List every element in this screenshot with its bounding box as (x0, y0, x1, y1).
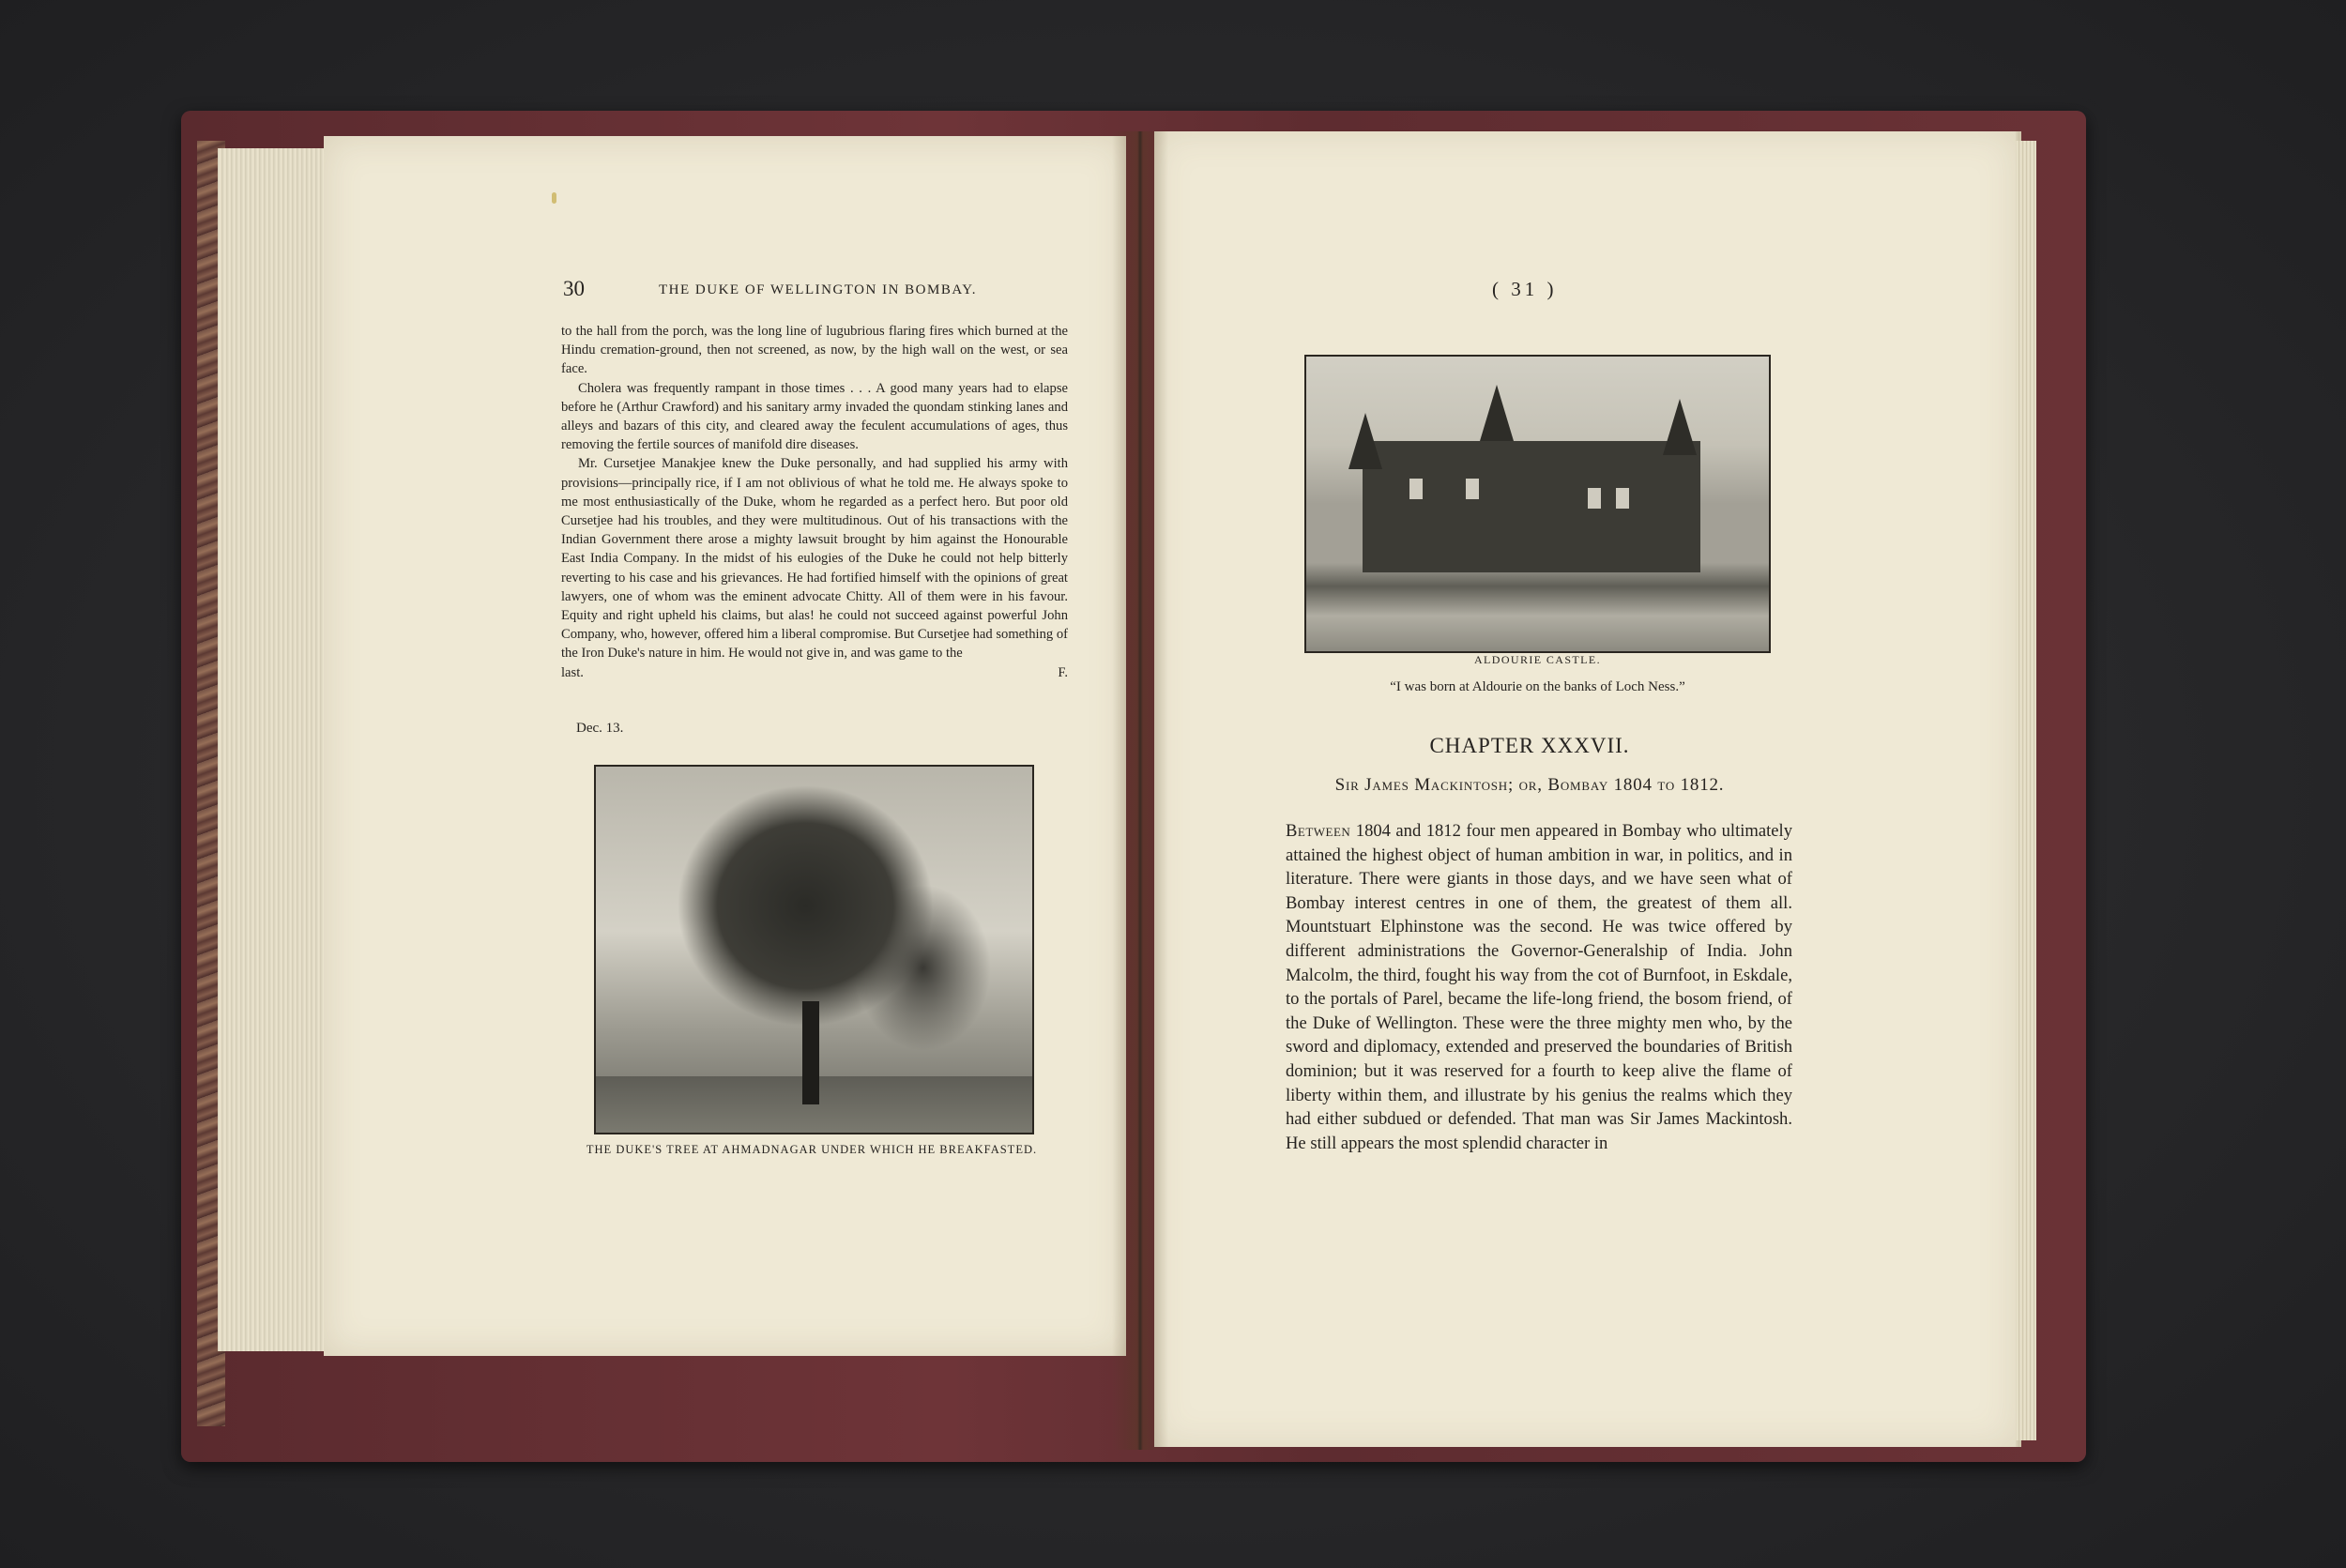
tree-photograph (594, 765, 1034, 1134)
paper-stain (552, 192, 556, 204)
left-running-head: THE DUKE OF WELLINGTON IN BOMBAY. (659, 282, 977, 297)
right-body: 1804 and 1812 four men appeared in Bombay who ultimately attained the highest object of human ambition in war, in politics, and in literature. There were giants in those days, and we have seen what of Bombay interest centres in one of them, the greatest of them all. Mountstuart Elphinstone was the second. He was twice offered by different administrations the Governor-Generalship of India. John Malcolm, the third, fought his way from the cot of Burnfoot, in Eskdale, to the portals of Parel, became the life-long friend, the bosom friend, of the Duke of Wellington. These were the three mighty men who, by the sword and diplomacy, extended and preserved the boundaries of British dominion; but it was reserved for a fourth to keep alive the flame of liberty within them, and illustrate by his genius the realms which they had either subdued or defended. That man was Sir James Mackintosh. He still appears the most splendid character in (1286, 821, 1792, 1153)
chapter-subtitle: Sir James Mackintosh; or, Bombay 1804 to 1812. (1334, 775, 1725, 795)
left-paragraph-3: Mr. Cursetjee Manakjee knew the Duke personally, and had supplied his army with provisions—principally rice, if I am not oblivious of what he told me. He always spoke to me most enthusiastically of the Duke, whom he regarded as a perfect hero. But poor old Cursetjee had his troubles, and they were multitudinous. Out of his transactions with the Indian Government there arose a mighty lawsuit brought by him against the Honourable East India Company. In the midst of his eulogies of the Duke he could not help bitterly reverting to his case and his grievances. He had fortified himself with the opinions of great lawyers, one of whom was the eminent advocate Chitty. All of them were in his favour. Equity and right upheld his claims, but alas! he could not succeed against powerful John Company, who, however, offered him a liberal compromise. But Cursetjee had something of the Iron Duke's nature in him. He would not give in, and was game to the (561, 456, 1068, 662)
last-word: last. (561, 664, 584, 680)
signature: F. (1058, 664, 1068, 680)
photo-tree-trunk (802, 1001, 819, 1104)
right-page-number: ( 31 ) (1492, 278, 1558, 300)
opening-word: Between (1286, 821, 1351, 841)
chapter-title: CHAPTER XXXVII. (1429, 734, 1630, 757)
castle-photograph (1304, 355, 1771, 653)
tree-figure-caption: THE DUKE'S TREE AT AHMADNAGAR UNDER WHICH HE BREAKFASTED. (586, 1143, 1038, 1156)
right-page-edges (2016, 141, 2036, 1440)
left-paragraph-2: Cholera was frequently rampant in those times . . . A good many years had to elapse before he (Arthur Crawford) and his sanitary army invaded the quondam stinking lanes and alleys and bazars of this city, and cleared away the feculent accumulations of ages, thus removing the fertile sources of manifold dire diseases. (561, 380, 1068, 453)
photo-castle-tower (1348, 413, 1382, 469)
right-body-text (1286, 819, 1792, 1155)
left-page (324, 136, 1126, 1356)
photo-castle-window (1616, 488, 1629, 509)
date-line: Dec. 13. (576, 721, 624, 736)
castle-figure-quote: “I was born at Aldourie on the banks of Loch Ness.” (1390, 679, 1685, 694)
book-gutter (1112, 131, 1168, 1450)
castle-figure-caption: ALDOURIE CASTLE. (1473, 653, 1602, 666)
left-page-number: 30 (563, 277, 585, 300)
photo-castle-window (1409, 479, 1423, 499)
photo-castle-window (1588, 488, 1601, 509)
photo-castle-body (1363, 441, 1700, 572)
left-paragraph-1: to the hall from the porch, was the long line of lugubrious flaring fires which burned at the Hindu cremation-ground, then not screened, as now, by the high wall on the west, or sea face. (561, 324, 1068, 377)
right-paragraph (1286, 819, 1792, 1155)
photo-castle-tower (1480, 385, 1514, 441)
signature-line (561, 663, 1068, 682)
photo-castle-tower (1663, 399, 1697, 455)
left-body-text (561, 322, 1068, 682)
left-page-edges (218, 148, 330, 1351)
photo-castle-window (1466, 479, 1479, 499)
